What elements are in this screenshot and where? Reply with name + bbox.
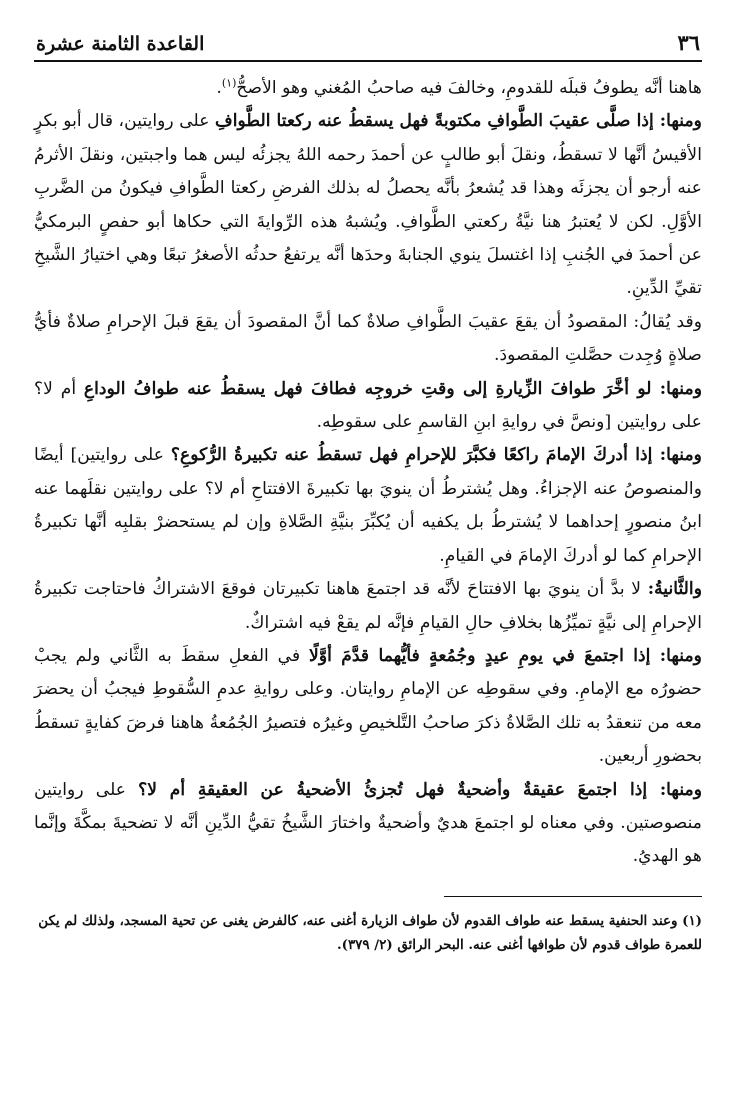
- rule-heading: والثَّانيةُ:: [647, 579, 702, 600]
- paragraph-text: على روايتين] أيضًا والمنصوصُ عنه الإجزاءُ. وهل يُشترطُ أن ينويَ بها تكبيرةَ الافتتاحِ أم لا؟ على روايتين نقلَهما عنه ابنُ منصورٍ إحداهما لا يُشترطُ بل يكفيه أن يُكبِّرَ بنيَّةِ الصَّلاةِ وإن لم يستحضرْ بقلبِه أنَّها تكبيرةُ الإحرامِ كما لو أدركَ الإمامَ في القيامِ.: [34, 445, 702, 566]
- paragraph-text: على روايتين منصوصتين. وفي معناه لو اجتمعَ هديٌ وأضحيةٌ واختارَ الشَّيخُ تقيُّ الدِّينِ أنَّه لا تضحيةَ بمكَّةَ وإنَّما هو الهديُ.: [34, 779, 702, 867]
- paragraph-text: على روايتين، قال أبو بكرٍ الأقيسُ أنَّها لا تسقطُ، ونقلَ أبو طالبٍ عن أحمدَ رحمه اللهُ يجزئُه ليس هما واجبتين، ونقلَ الأثرمُ عنه أرجو أن يجزئَه وهذا قد يُشعرُ بأنَّه يحصلُ له بذلك الفرضِ ركعتا الطَّوافِ فيكونُ من الضَّربِ الأوَّلِ. لكن لا يُعتبرُ هنا نيَّةُ ركعتي الطَّوافِ. ويُشبهُ هذه الرِّوايةَ التي حكاها أبو حفصٍ البرمكيُّ عن أحمدَ في الجُنبِ إذا اغتسلَ ينوي الجنابةَ وحدَها أنَّه يرتفعُ حدثُه الأصغرُ تبعًا وهي اختيارُ الشَّيخِ تقيِّ الدِّينِ.: [34, 111, 702, 299]
- paragraph-text: في الفعلِ سقطَ به الثَّاني ولم يجبْ حضورُه مع الإمامِ. وفي سقوطِه عن الإمامِ روايتان. وعلى روايةِ عدمِ السُّقوطِ فيجبُ أن يحضرَ معه من تنعقدُ به تلك الصَّلاةُ ذكرَ صاحبُ التَّلخيصِ وغيرُه فتصيرُ الجُمُعةُ هاهنا فرضَ كفايةٍ تسقطُ بحضورِ أربعين.: [34, 645, 702, 767]
- paragraph-7: [34, 640, 702, 774]
- page-number: ٣٦: [677, 30, 700, 55]
- footnote-divider: [444, 896, 702, 897]
- paragraph-6: [34, 573, 702, 640]
- paragraph-text: أم لا؟ على روايتين [ونصَّ في روايةِ ابنِ القاسمِ على سقوطِه.: [34, 378, 702, 433]
- paragraph-text: هاهنا أنَّه يطوفُ قبلَه للقدومِ، وخالفَ فيه صاحبُ المُغني وهو الأصحُّ: [236, 78, 702, 98]
- rule-heading: ومنها: إذا اجتمعَ في يومِ عيدٍ وجُمُعةٍ فأيُّهما قدَّمَ أوَّلًا: [309, 645, 702, 666]
- footnote: (١) وعند الحنفية يسقط عنه طواف القدوم لأن طواف الزيارة أغنى عنه، كالفرض يغنى عن تحية المسجد، ولذلك لم يكن للعمرة طواف قدوم لأن طوافها أغنى عنه. البحر الرائق (٢/ ٣٧٩).: [38, 912, 702, 953]
- page-body: [34, 72, 702, 874]
- paragraph-2: [34, 105, 702, 305]
- rule-heading: ومنها: إذا أدركَ الإمامَ راكعًا فكبَّرَ للإحرامِ فهل تسقطُ عنه تكبيرةُ الرُّكوعِ؟: [170, 445, 702, 466]
- rule-heading: ومنها: إذا صلَّى عقيبَ الطَّوافِ مكتوبةً فهل يسقطُ عنه ركعتا الطَّوافِ: [214, 111, 702, 132]
- rule-heading: ومنها: إذا اجتمعَ عقيقةٌ وأضحيةٌ فهل تُجزئُ الأضحيةُ عن العقيقةِ أم لا؟: [138, 779, 703, 800]
- chapter-title: القاعدة الثامنة عشرة: [36, 33, 205, 55]
- paragraph-3: [34, 306, 702, 373]
- paragraph-4: [34, 373, 702, 440]
- paragraph-5: [34, 439, 702, 573]
- paragraph-tail: .: [216, 78, 222, 98]
- page-header: [34, 30, 702, 62]
- paragraph-1: [34, 72, 702, 105]
- rule-heading: ومنها: لو أخَّرَ طوافَ الزِّيارةِ إلى وقتِ خروجِه فطافَ فهل يسقطُ عنه طوافُ الوداعِ: [83, 378, 702, 399]
- paragraph-text: لا بدَّ أن ينويَ بها الافتتاحَ لأنَّه قد اجتمعَ هاهنا تكبيرتان فوقعَ الاشتراكُ فاحتاجت تكبيرةُ الإحرامِ إلى نيَّةٍ تميِّزُها بخلافِ حالِ القيامِ فإنَّه لم يقعْ فيه اشتراكٌ.: [34, 579, 702, 633]
- paragraph-8: [34, 774, 702, 874]
- footnote-reference[interactable]: (١): [221, 76, 237, 90]
- paragraph-text: وقد يُقالُ: المقصودُ أن يقعَ عقيبَ الطَّوافِ صلاةٌ كما أنَّ المقصودَ أن يقعَ قبلَ الإحرامِ صلاةٌ فأيُّ صلاةٍ وُجِدت حصَّلتِ المقصودَ.: [34, 311, 702, 366]
